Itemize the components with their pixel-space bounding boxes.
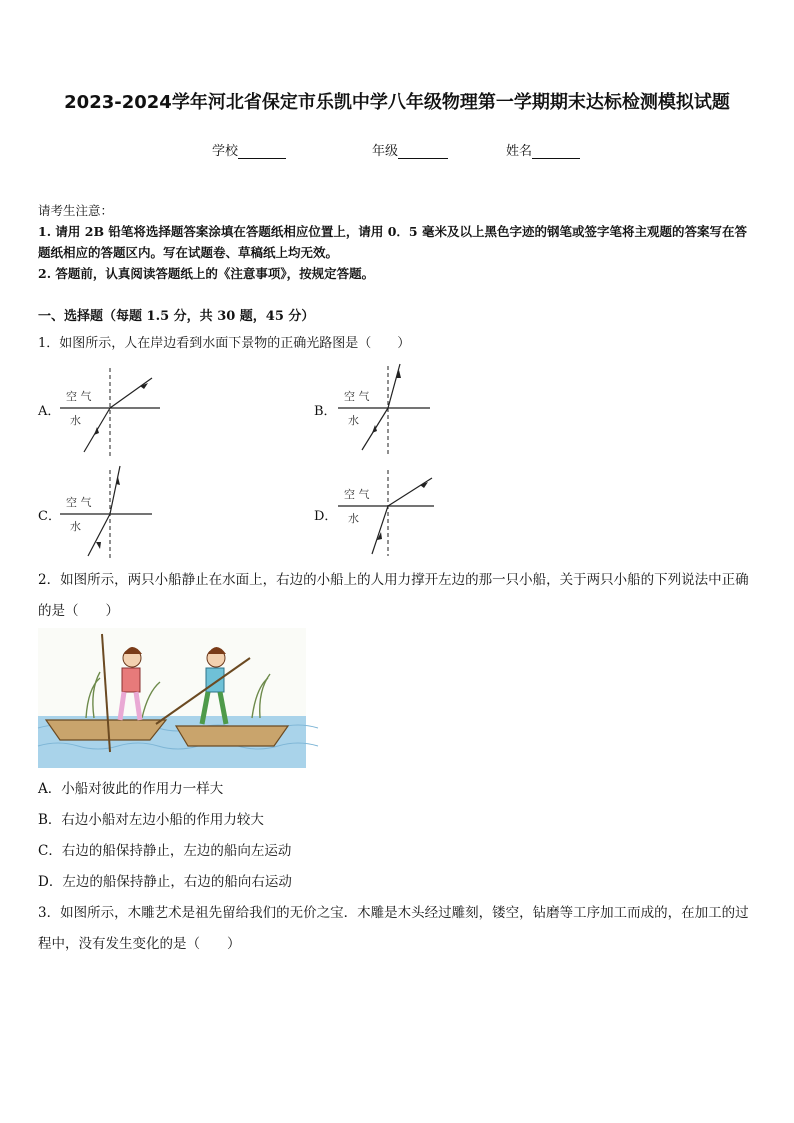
name-label: 姓名	[506, 144, 533, 159]
q1-option-c-label: C．	[38, 509, 61, 524]
left-boat	[46, 720, 166, 740]
q1-option-b-label: B．	[314, 404, 337, 419]
page-title: 2023-2024学年河北省保定市乐凯中学八年级物理第一学期期末达标检测模拟试题	[64, 92, 730, 113]
q2-option-b: B．右边小船对左边小船的作用力较大	[38, 812, 264, 828]
q2-options	[38, 774, 760, 898]
q1-diagram-c	[60, 466, 160, 562]
notice-heading: 请考生注意：	[38, 203, 114, 218]
q1-stem: 1．如图所示，人在岸边看到水面下景物的正确光路图是（ ）	[38, 336, 411, 351]
notice-item-1: 1. 请用 2B 铅笔将选择题答案涂填在答题纸相应位置上，请用 0．5 毫米及以上黑色字迹的钢笔或签字笔将主观题的答案写在答题纸相应的答题区内。写在试题卷、草稿纸上均无效。	[38, 224, 747, 260]
air-label: 空 气	[344, 390, 370, 403]
school-blank	[238, 144, 286, 159]
q1-diagram-d	[338, 470, 448, 558]
name-field	[506, 140, 580, 159]
ray-in-air	[388, 478, 432, 506]
air-label: 空 气	[66, 496, 92, 509]
right-boat	[176, 726, 288, 746]
q2-option-c: C．右边的船保持静止，左边的船向左运动	[38, 843, 292, 859]
notice-item-2: 2. 答题前，认真阅读答题纸上的《注意事项》，按规定答题。	[38, 266, 375, 281]
grade-field	[372, 140, 448, 159]
q1-diagram-a	[60, 368, 170, 458]
grade-blank	[398, 144, 448, 159]
water-label: 水	[348, 414, 359, 427]
water-label: 水	[70, 414, 81, 427]
notice-block	[38, 200, 758, 284]
q2-option-a: A．小船对彼此的作用力一样大	[38, 781, 224, 797]
air-label: 空 气	[66, 390, 92, 403]
q2-stem: 2．如图所示，两只小船静止在水面上，右边的小船上的人用力撑开左边的那一只小船，关于两只小船的下列说法中正确的是（ ）	[38, 572, 749, 619]
air-label: 空 气	[344, 488, 370, 501]
ray-in-air	[110, 378, 152, 408]
q2-option-d: D．左边的船保持静止，右边的船向右运动	[38, 874, 292, 890]
ray-in-water	[372, 506, 388, 554]
school-label: 学校	[212, 144, 239, 159]
water-label: 水	[70, 520, 81, 533]
q3-stem: 3．如图所示，木雕艺术是祖先留给我们的无价之宝．木雕是木头经过雕刻，镂空，钻磨等工序加工而成的，在加工的过程中，没有发生变化的是（ ）	[38, 905, 749, 952]
q2-boats-illustration	[38, 628, 306, 768]
q1-diagram-b	[338, 362, 448, 458]
section-heading: 一、选择题（每题 1.5 分，共 30 题，45 分）	[38, 309, 315, 324]
name-blank	[532, 144, 580, 159]
ray-in-air	[388, 364, 400, 408]
grade-label: 年级	[372, 144, 399, 159]
q1-option-a-label: A．	[38, 404, 61, 419]
ray-in-water	[88, 514, 110, 556]
arrow-icon	[96, 542, 101, 549]
school-field	[212, 140, 286, 159]
water-label: 水	[348, 512, 359, 525]
q1-option-d-label: D．	[314, 509, 338, 524]
ray-in-air	[110, 466, 120, 514]
